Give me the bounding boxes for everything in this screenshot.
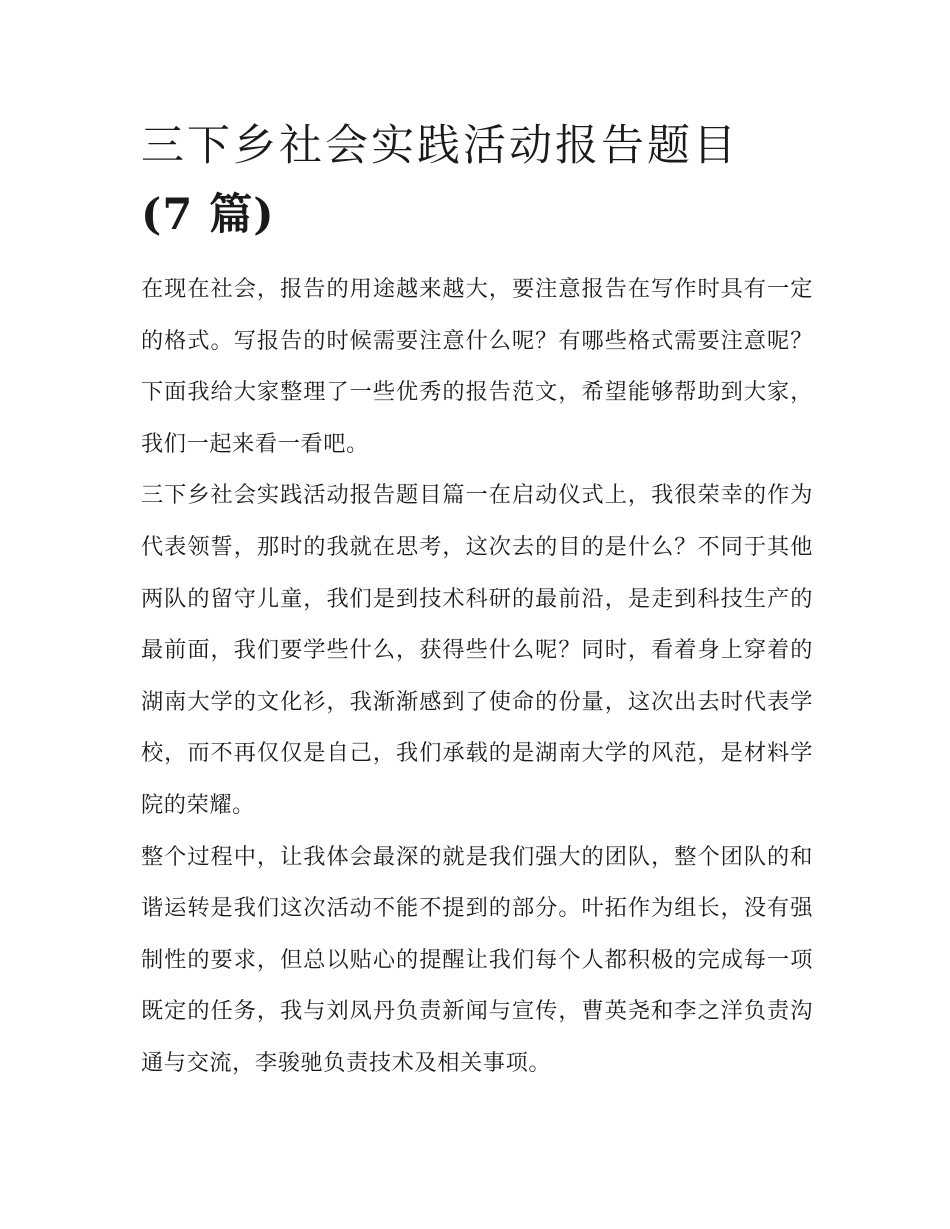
title-count: (7 篇): [141, 190, 275, 240]
team-paragraph: 整个过程中，让我体会最深的就是我们强大的团队，整个团队的和谐运转是我们这次活动不能不提到的部分。叶拓作为组长，没有强制性的要求，但总以贴心的提醒让我们每个人都积极的完成每一项既定的任务，我与刘凤丹负责新闻与宣传，曹英尧和李之洋负责沟通与交流，李骏驰负责技术及相关事项。: [141, 843, 813, 1076]
document-body: [141, 112, 813, 1090]
intro-paragraph: 在现在社会，报告的用途越来越大，要注意报告在写作时具有一定的格式。写报告的时候需要注意什么呢？有哪些格式需要注意呢？下面我给大家整理了一些优秀的报告范文，希望能够帮助到大家，我们一起来看一看吧。: [141, 276, 813, 457]
article-one-paragraph: 三下乡社会实践活动报告题目篇一在启动仪式上，我很荣幸的作为代表领誓，那时的我就在思考，这次去的目的是什么？不同于其他两队的留守儿童，我们是到技术科研的最前沿，是走到科技生产的最前面，我们要学些什么，获得些什么呢？同时，看着身上穿着的湖南大学的文化衫，我渐渐感到了使命的份量，这次出去时代表学校，而不再仅仅是自己，我们承载的是湖南大学的风范，是材料学院的荣耀。: [141, 482, 813, 818]
page-title: [141, 112, 813, 250]
title-main: 三下乡社会实践活动报告题目: [141, 121, 739, 171]
